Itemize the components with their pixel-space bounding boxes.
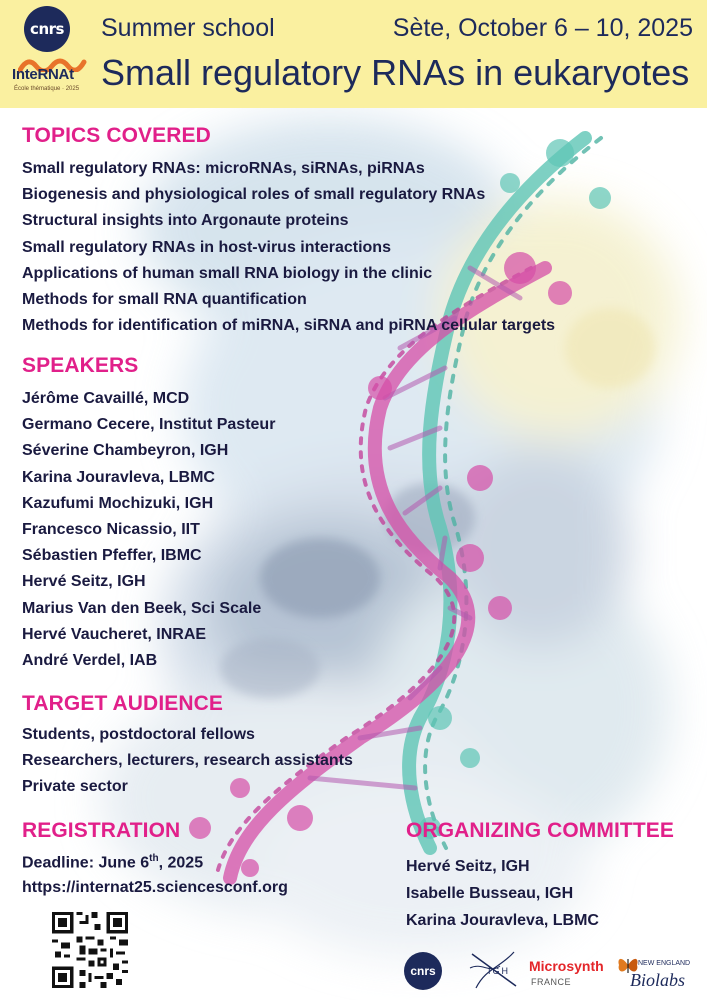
committee-list: [406, 853, 599, 934]
topics-list: [22, 156, 555, 339]
neb-logo-main: Biolabs: [630, 970, 686, 990]
internat-logo-name: InteRNAt: [12, 66, 74, 83]
list-item: Private sector: [22, 778, 128, 796]
microsynth-logo: Microsynth: [529, 958, 604, 974]
list-item: Isabelle Busseau, IGH: [406, 885, 574, 902]
list-item: Applications of human small RNA biology in the clinic: [22, 264, 433, 282]
list-item: Hervé Vaucheret, INRAE: [22, 625, 207, 643]
speakers-heading: SPEAKERS: [22, 354, 139, 377]
list-item: Hervé Seitz, IGH: [22, 573, 146, 591]
list-item: Biogenesis and physiological roles of small regulatory RNAs: [22, 186, 486, 204]
list-item: Structural insights into Argonaute proteins: [22, 212, 349, 230]
event-location-date: Sète, October 6 – 10, 2025: [392, 14, 693, 42]
committee-heading: ORGANIZING COMMITTEE: [406, 819, 674, 842]
audience-heading: TARGET AUDIENCE: [22, 692, 223, 715]
list-item: Francesco Nicassio, IIT: [22, 521, 200, 539]
list-item: Students, postdoctoral fellows: [22, 726, 255, 743]
header-banner: [0, 0, 707, 108]
list-item: Methods for small RNA quantification: [22, 291, 307, 309]
list-item: Jérôme Cavaillé, MCD: [22, 390, 190, 407]
list-item: Karina Jouravleva, LBMC: [22, 468, 215, 486]
list-item: Germano Cecere, Institut Pasteur: [22, 416, 276, 434]
list-item: Karina Jouravleva, LBMC: [406, 912, 599, 929]
cnrs-sponsor-logo: cnrs: [404, 952, 442, 990]
list-item: Small regulatory RNAs: microRNAs, siRNAs, piRNAs: [22, 160, 425, 177]
igh-logo-text: IGH: [488, 966, 511, 976]
neb-logo-top: NEW ENGLAND: [638, 960, 691, 967]
registration-url[interactable]: https://internat25.sciencesconf.org: [22, 879, 288, 896]
list-item: Researchers, lecturers, research assistants: [22, 752, 353, 770]
speakers-list: [22, 386, 275, 674]
qr-code: [52, 912, 128, 988]
registration-deadline: [22, 853, 203, 872]
page-title: Small regulatory RNAs in eukaryotes: [101, 52, 690, 93]
list-item: Hervé Seitz, IGH: [406, 858, 530, 875]
deadline-text: Deadline: June 6: [22, 854, 150, 872]
microsynth-logo-subtitle: FRANCE: [531, 977, 572, 987]
list-item: Small regulatory RNAs in host-virus interactions: [22, 238, 391, 256]
list-item: André Verdel, IAB: [22, 652, 158, 670]
list-item: Séverine Chambeyron, IGH: [22, 442, 229, 460]
audience-list: [22, 722, 353, 801]
list-item: Methods for identification of miRNA, siRNA and piRNA cellular targets: [22, 317, 556, 335]
registration-heading: REGISTRATION: [22, 819, 181, 842]
list-item: Sébastien Pfeffer, IBMC: [22, 547, 202, 565]
deadline-year: , 2025: [158, 854, 204, 872]
cnrs-logo: cnrs: [24, 6, 70, 52]
deadline-superscript: th: [149, 853, 159, 864]
internat-logo: [8, 58, 98, 98]
list-item: Kazufumi Mochizuki, IGH: [22, 494, 214, 512]
event-type: Summer school: [101, 14, 275, 42]
internat-logo-subtitle: École thématique · 2025: [14, 86, 80, 92]
list-item: Marius Van den Beek, Sci Scale: [22, 599, 262, 617]
topics-heading: TOPICS COVERED: [22, 124, 211, 147]
